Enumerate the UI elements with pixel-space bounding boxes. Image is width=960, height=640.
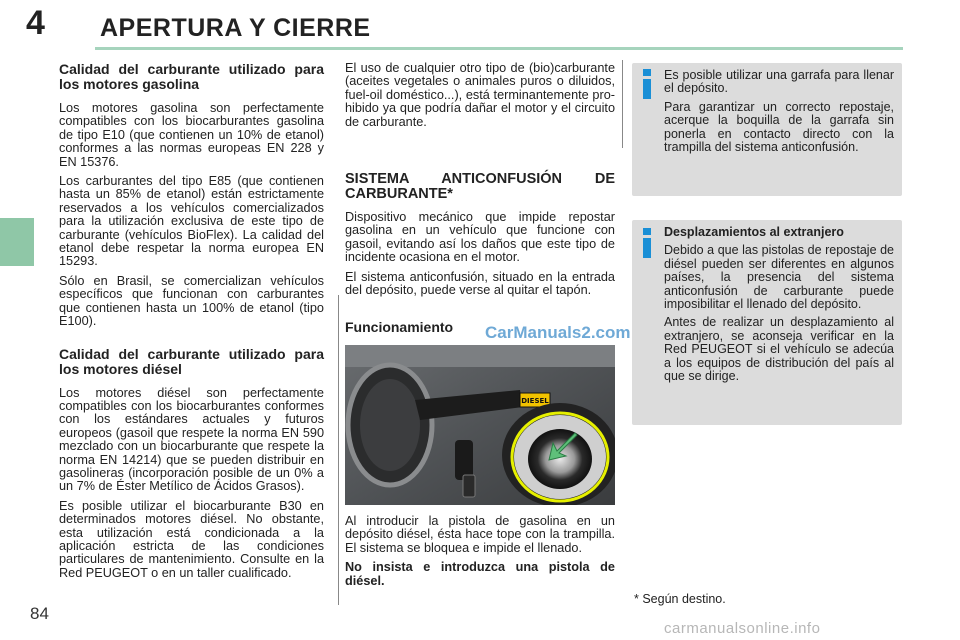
paragraph: Los motores diésel son perfectamente compatibles con los biocarburantes conformes con los estándares actuales y futuros europeos (gasoil que respete la norma EN 590 mezclado con un biocarburante que respete la norma EN 14214) que se pueden distribuir en gasolineras (incorporación posible de un 0% a un 7% de Éster Metílico de Ácidos Grasos).: [59, 385, 324, 494]
column-middle-bottom: [345, 515, 615, 594]
section-title-diesel: Calidad del carburante utilizado para los motores diésel: [59, 345, 324, 377]
info-icon: [640, 69, 654, 99]
paragraph: Para garantizar un correcto repostaje, acerque la boquilla de la garrafa sin ponerla en contacto directo con la trampilla del sistema anticonfusión.: [664, 99, 894, 155]
info-box-text: [664, 69, 894, 159]
watermark-carmanuals: CarManuals2.com: [485, 323, 631, 342]
info-box-abroad: [632, 220, 902, 425]
page-number: 84: [30, 604, 49, 623]
info-box-text: [664, 226, 894, 388]
diesel-label: DIESEL: [521, 397, 549, 405]
column-middle-top: [345, 62, 615, 135]
section-title-anticonfusion: SISTEMA ANTICONFUSIÓN DE CARBURANTE*: [345, 171, 615, 202]
paragraph: El uso de cualquier otro tipo de (bio)carburante (aceites vegetales o animales puros o diluidos, fuel-oil doméstico...), está terminantemente prohibido ya que podría dañar el motor y el circuito de carburante.: [345, 61, 615, 129]
paragraph: Al introducir la pistola de gasolina en un depósito diésel, ésta hace tope con la trampilla. El sistema se bloquea e impide el llenado.: [345, 514, 615, 555]
paragraph: Debido a que las pistolas de repostaje de diésel pueden ser diferentes en algunos países, la presencia del sistema anticonfusión de carburante puede imposibilitar el llenado del depósito.: [664, 243, 894, 312]
chapter-side-tab: [0, 218, 34, 266]
paragraph: Es posible utilizar el biocarburante B30 en determinados motores diésel. No obstante, esta utilización está condicionada a la aplicación estricta de las condiciones particulares de mantenimiento. Consulte en la Red PEUGEOT o en un taller cualificado.: [59, 498, 324, 580]
chapter-number: 4: [26, 4, 45, 42]
footnote: * Según destino.: [634, 592, 726, 606]
column-divider: [338, 295, 339, 605]
column-left: [59, 62, 324, 586]
info-box-title: Desplazamientos al extranjero: [664, 225, 844, 239]
column-middle: [345, 172, 615, 303]
paragraph: Sólo en Brasil, se comercializan vehículos específicos que funcionan con carburantes que contienen hasta un 100% de etanol (tipo E100).: [59, 273, 324, 329]
section-title-operation: Funcionamiento: [345, 319, 454, 335]
info-box-jerrycan: [632, 63, 902, 196]
chapter-title: APERTURA Y CIERRE: [100, 14, 371, 42]
warning-text: No insista e introduzca una pistola de diésel.: [345, 560, 615, 588]
fuel-filler-photo: [345, 345, 615, 505]
paragraph: Dispositivo mecánico que impide repostar gasolina en un vehículo que funcione con gasoil, evitando así los daños que este tipo de incidente ocasiona en el motor.: [345, 210, 615, 265]
section-title-gasoline: Calidad del carburante utilizado para los motores gasolina: [59, 61, 324, 92]
column-divider: [622, 60, 623, 148]
paragraph: Los motores gasolina son perfectamente compatibles con los biocarburantes gasolina de tipo E10 (que contienen un 10% de etanol) conformes a las normas europeas EN 228 y EN 15376.: [59, 101, 324, 169]
paragraph: Antes de realizar un desplazamiento al extranjero, se aconseja verificar en la Red PEUGEOT si el vehículo se adecúa a los equipos de distribución del país al que se dirige.: [664, 315, 894, 384]
info-icon: [640, 228, 654, 258]
paragraph: Los carburantes del tipo E85 (que contienen hasta un 85% de etanol) están estrictamente reservados a los vehículos comercializados para la utilización exclusiva de este tipo de carburante (vehículos BioFlex). La calidad del etanol debe respetar la norma europea EN 15293.: [59, 174, 324, 269]
paragraph: Es posible utilizar una garrafa para llenar el depósito.: [664, 68, 894, 96]
watermark-carmanualsonline: carmanualsonline.info: [664, 620, 821, 637]
paragraph: El sistema anticonfusión, situado en la entrada del depósito, puede verse al quitar el tapón.: [345, 269, 615, 298]
header-rule: [95, 47, 903, 50]
